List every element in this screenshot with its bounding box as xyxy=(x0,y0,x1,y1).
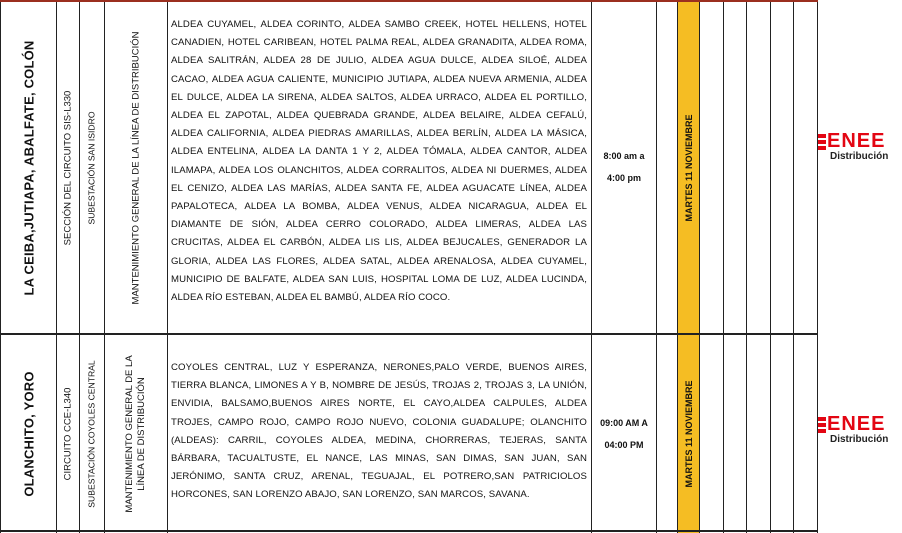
substation-label: SUBESTACIÓN COYOLES CENTRAL xyxy=(86,360,97,508)
enee-logo xyxy=(818,413,902,446)
work-line-2: LÍNEA DE DISTRIBUCIÓN xyxy=(136,377,147,491)
enee-mark-icon xyxy=(818,416,826,434)
empty-cell xyxy=(771,335,794,533)
table-row xyxy=(0,335,902,533)
region-label: OLANCHITO, YORO xyxy=(21,371,36,497)
time-start: 8:00 am a xyxy=(603,150,645,161)
region-cell xyxy=(0,335,57,533)
date-label: MARTES 11 NOVIEMBRE xyxy=(683,380,694,488)
empty-cell xyxy=(771,2,794,333)
time-start: 09:00 AM A xyxy=(600,418,648,428)
logo-text: ENEE xyxy=(827,130,886,152)
substation-cell xyxy=(80,335,105,533)
empty-cell xyxy=(747,335,771,533)
empty-cell xyxy=(657,2,678,333)
logo-text: ENEE xyxy=(827,413,886,435)
work-line-1: MANTENIMIENTO GENERAL DE LA xyxy=(124,355,135,513)
bottom-rule xyxy=(0,530,818,532)
logo-subtitle: Distribución xyxy=(830,434,889,445)
work-cell xyxy=(105,335,168,533)
time-end: 4:00 pm xyxy=(606,172,641,183)
empty-cell xyxy=(700,335,724,533)
circuit-label: SECCIÓN DEL CIRCUITO SIS-L330 xyxy=(62,90,74,245)
table-row xyxy=(0,2,902,333)
locations-list: ALDEA CUYAMEL, ALDEA CORINTO, ALDEA SAMBO CREEK, HOTEL HELLENS, HOTEL CANADIEN, HOTEL CARIBEAN, HOTEL PALMA REAL, ALDEA GRANADITA, ALDEA ROMA, ALDEA SALITRÁN, ALDEA 28 DE JULIO, ALDEA AGUA DULCE, ALDEA SILOÉ, ALDEA CACAO, ALDEA AGUA CALIENTE, MUNICIPIO JUTIAPA, ALDEA NUEVA ARMENIA, ALDEA EL DULCE, ALDEA LA SIRENA, ALDEA SALTOS, ALDEA URRACO, ALDEA EL PORTILLO, ALDEA EL ZAPOTAL, ALDEA QUEBRADA GRANDE, ALDEA BELAIRE, ALDEA CEFALÚ, ALDEA CALIFORNIA, ALDEA PIEDRAS AMARILLAS, ALDEA BERLÍN, ALDEA LA MÁSICA, ALDEA ENTELINA, ALDEA LA DANTA 1 Y 2, ALDEA TÓMALA, ALDEA CANTOR, ALDEA ILAMAPA, ALDEA LOS OLANCHITOS, ALDEA CORRALITOS, ALDEA NI DUERMES, ALDEA EL CENIZO, ALDEA LAS MARÍAS, ALDEA SANTA FE, ALDEA AGUACATE LÍNEA, ALDEA PAPALOTECA, ALDEA LA BOMBA, ALDEA VENUS, ALDEA NICARAGUA, ALDEA EL DIAMANTE DE SIÓN, ALDEA CERRO COLORADO, ALDEA LIMERAS, ALDEA LAS CRUCITAS, ALDEA EL CARBÓN, ALDEA LIS LIS, ALDEA BEJUCALES, GENERADOR LA GLORIA, ALDEA LAS FLORES, ALDEA SATAL, ALDEA ARENALOSA, ALDEA CUYAMEL, MUNICIPIO DE BALFATE, ALDEA SAN LUIS, HOSPITAL LOMA DE LUZ, ALDEA LUCINDA, ALDEA RÍO ESTEBAN, ALDEA EL BAMBÚ, ALDEA RÍO COCO. xyxy=(171,19,587,304)
date-cell xyxy=(678,2,700,333)
date-cell xyxy=(678,335,700,533)
work-description xyxy=(124,355,148,512)
empty-cell xyxy=(794,335,818,533)
empty-cell xyxy=(724,335,747,533)
circuit-label: CIRCUITO CCE-L340 xyxy=(62,387,74,481)
date-label: MARTES 11 NOVIEMBRE xyxy=(683,113,694,222)
time-range xyxy=(592,412,656,456)
empty-cell xyxy=(700,2,724,333)
locations-cell xyxy=(168,335,592,533)
empty-cell xyxy=(794,2,818,333)
circuit-cell xyxy=(57,335,80,533)
work-description xyxy=(131,31,142,304)
region-label: LA CEIBA,JUTIAPA, ABALFATE, COLÓN xyxy=(21,39,36,296)
locations-cell xyxy=(168,2,592,333)
empty-cell xyxy=(747,2,771,333)
time-cell xyxy=(592,335,657,533)
work-line-1: MANTENIMIENTO GENERAL DE LA LÍNEA DE DISTRIBUCIÓN xyxy=(130,31,142,304)
substation-label: SUBESTACIÓN SAN ISIDRO xyxy=(86,110,97,225)
region-cell xyxy=(0,2,57,333)
enee-logo xyxy=(818,130,902,163)
circuit-cell xyxy=(57,2,80,333)
empty-cell xyxy=(657,335,678,533)
locations-list: COYOLES CENTRAL, LUZ Y ESPERANZA, NERONES,PALO VERDE, BUENOS AIRES, TIERRA BLANCA, LIMONES A Y B, NOMBRE DE JESÚS, TROJAS 2, TROJAS 3, LA UNIÓN, ENVIDIA, BALSAMO,BUENOS AIRES NORTE, EL CAYO,ALDEA CALPULES, ALDEA TROJES, CAMPO ROJO, CAMPO ROJO NUEVO, COLONIA GUADALUPE; OLANCHITO (ALDEAS): CARRIL, COYOLES ALDEA, MEDINA, CHORRERAS, TEJERAS, SANTA BÁRBARA, TACUALTUSTE, EL NANCE, LAS MINAS, SAN DIMAS, SAN JUAN, SAN JERÓNIMO, SANTA CRUZ, ARENAL, TEGUAJAL, EL POTRERO,SAN PATRICIOLOS HORCONES, SAN LORENZO ABAJO, SAN LORENZO, SAN MARCOS, SAVANA. xyxy=(171,362,587,501)
time-range xyxy=(592,145,656,189)
empty-cell xyxy=(724,2,747,333)
substation-cell xyxy=(80,2,105,333)
time-cell xyxy=(592,2,657,333)
enee-mark-icon xyxy=(818,133,826,151)
work-cell xyxy=(105,2,168,333)
logo-subtitle: Distribución xyxy=(830,151,889,162)
time-end: 04:00 PM xyxy=(604,440,644,450)
